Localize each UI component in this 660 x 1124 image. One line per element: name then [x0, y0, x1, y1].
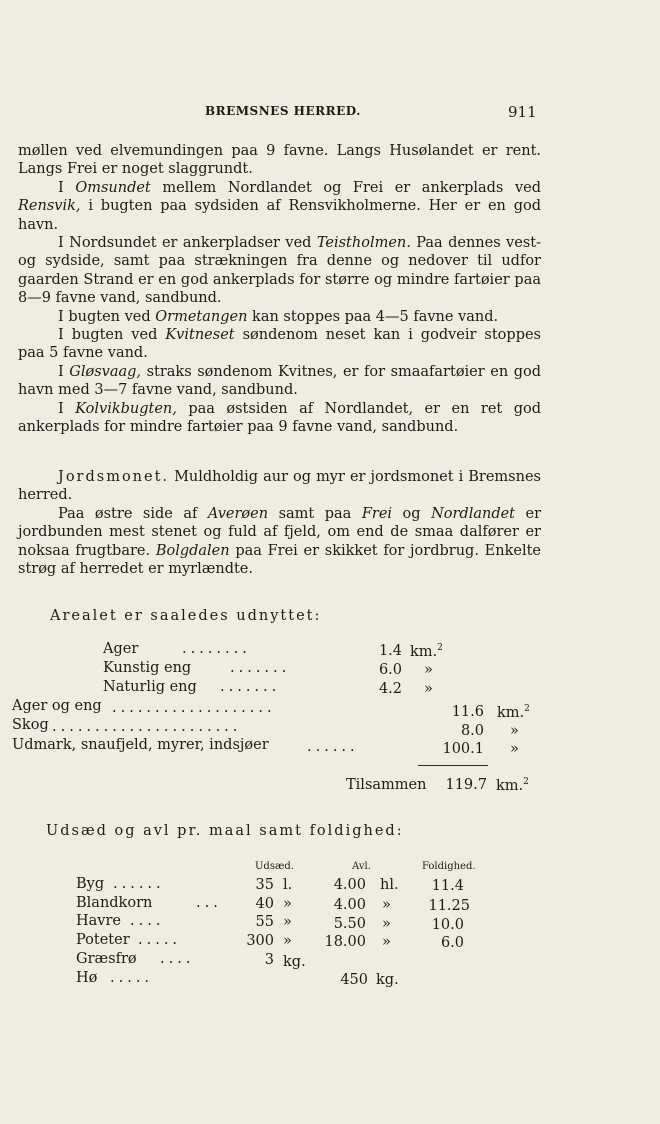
- paragraph-continued: møllen ved elvemundingen paa 9 favne. Langs Husølandet er rent. Langs Frei er noget slaggrundt.: [18, 143, 541, 178]
- paragraph-glosvaag: I Gløsvaag, straks søndenom Kvitnes, er for smaafartøier en god havn med 3—7 favne vand, sandbund.: [18, 363, 541, 399]
- col-header-foldighed: Foldighed.: [422, 861, 476, 872]
- section-heading-jordsmonet: Jordsmonet.: [58, 469, 170, 485]
- paragraph-jordsmonet: Jordsmonet. Muldholdig aur og myr er jordsmonet i Bremsnes herred.: [18, 469, 541, 504]
- paragraph-nordsundet: I Nordsundet er ankerpladser ved Teistholmen. Paa dennes vest- og sydside, samt paa strækningen fra denne og nedover til udfor gaarden Strand er en god ankerplads for større og mindre fartøier paa 8—9 favne vand, sandbund.: [18, 235, 541, 307]
- paragraph-ormetangen: I bugten ved Ormetangen kan stoppes paa 4—5 favne vand.: [58, 308, 499, 325]
- running-header: BREMSNES HERRED.: [205, 104, 361, 118]
- harbour-text: [18, 142, 541, 437]
- sum-rule: [418, 765, 488, 766]
- paragraph-kolvikbugten: I Kolvikbugten, paa østsiden af Nordlandet, er en ret god ankerplads for mindre fartøier paa 9 favne vand, sandbund.: [18, 400, 541, 436]
- soil-text: [18, 468, 541, 578]
- col-header-udsaed: Udsæd.: [255, 861, 294, 872]
- page-number: 911: [508, 103, 537, 121]
- paragraph-omsundet: I Omsundet mellem Nordlandet og Frei er ankerplads ved Rensvik, i bugten paa sydsiden af Rensvikholmerne. Her er en god havn.: [18, 179, 541, 233]
- paragraph-kvitneset: I bugten ved Kvitneset søndenom neset kan i godveir stoppes paa 5 favne vand.: [18, 327, 541, 362]
- book-page: BREMSNES HERRED. 911 møllen ved elvemundingen paa 9 favne. Langs Husølandet er rent. Langs Frei er noget slaggrundt. I Omsundet mellem Nordlandet og Frei er ankerplads ved Rensvik, i bugten paa sydsiden af Rensvikholmerne. Her er en god havn. I Nordsundet er ankerpladser ved Teistholmen. Paa dennes vest- og sydside, samt paa strækningen fra denne og nedover til udfor gaarden Strand er en god ankerplads for større og mindre fartøier paa 8—9 favne vand, sandbund. I bugten ved Ormetangen kan stoppes paa 4—5 favne vand. I bugten ved Kvitneset søndenom neset kan i godveir stoppes paa 5 favne vand. I Gløsvaag, straks søndenom Kvitnes, er for smaafartøier en god havn med 3—7 favne vand, sandbund. I Kolvikbugten, paa østsiden af Nordlandet, er en ret god ankerplads for mindre fartøier paa 9 favne vand, sandbund. Jordsmonet. Muldholdig aur og myr er jordsmonet i Bremsnes herred. Paa østre side af Averøen samt paa Frei og Nordlandet er jordbunden mest stenet og fuld af fjeld, om end de smaa dalfører er noksaa frugtbare. Bolgdalen paa Frei er skikket for jordbrug. Enkelte strøg af herredet er myrlændte. Arealet er saaledes udnyttet: Ager ........ 1.4 km.$^2$ Kunstig eng ....... 6.0 » Naturlig eng ....... 4.2 » Ager og eng ................... 11.6 km.$^2$ Skog ...................... 8.0 » Udmark, snaufjeld, myrer, indsjøer ...... 100.1 » Tilsammen 119.7 km.$^2$ Udsæd og avl pr. maal samt foldighed: Udsæd. Avl. Foldighed. Byg ...... 35 l. 4.00 hl. 11.4 Blandkorn ... 40 » 4.00 » 11.25 Havre .... 55 » 5.50 » 10.0 Poteter ..... 300 » 18.00 » 6.0 Græsfrø .... 3 kg. Hø ..... 450 kg.: [12, 103, 542, 988]
- yield-heading: Udsæd og avl pr. maal samt foldighed:: [46, 823, 404, 839]
- paragraph-averoen: Paa østre side af Averøen samt paa Frei og Nordlandet er jordbunden mest stenet og fuld af fjeld, om end de smaa dalfører er noksaa frugtbare. Bolgdalen paa Frei er skikket for jordbrug. Enkelte strøg af herredet er myrlændte.: [18, 505, 542, 578]
- area-heading: Arealet er saaledes udnyttet:: [50, 608, 322, 624]
- col-header-avl: Avl.: [352, 861, 371, 872]
